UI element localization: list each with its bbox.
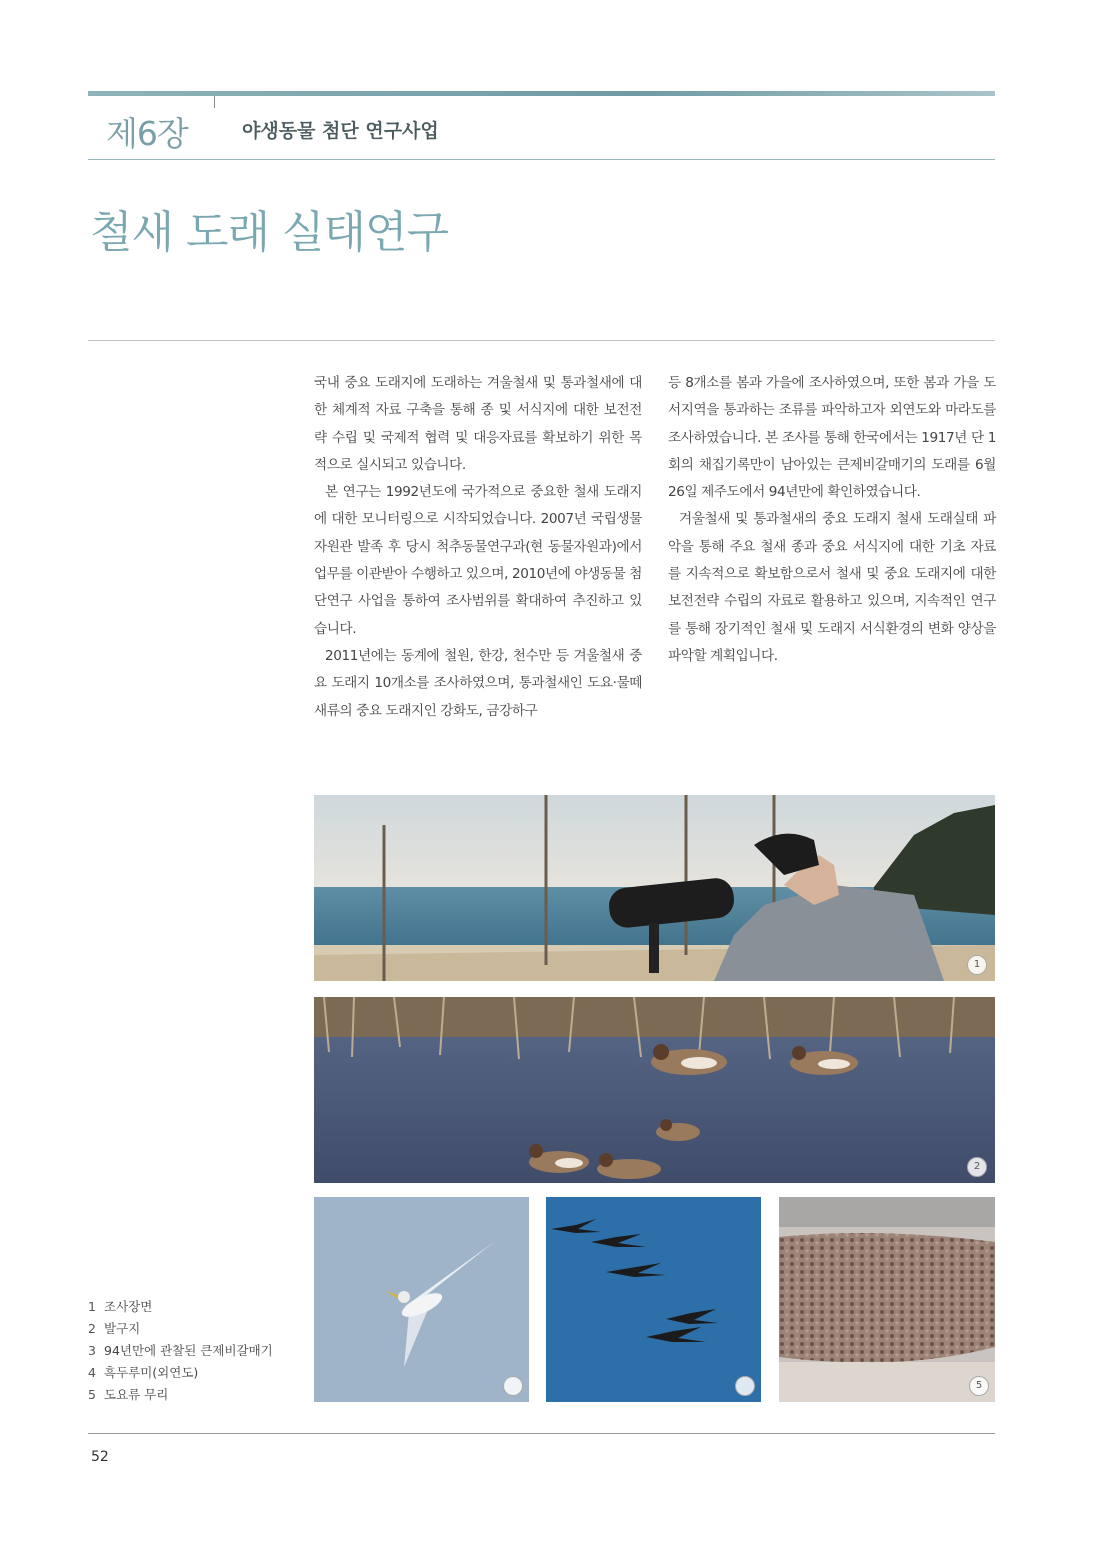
- chapter-number: 제6장: [106, 114, 188, 153]
- photo-captions: [88, 1296, 273, 1406]
- paragraph: 본 연구는 1992년도에 국가적으로 중요한 철새 도래지에 대한 모니터링으로 시작되었습니다. 2007년 국립생물자원관 발족 후 당시 척추동물연구과(현 동물자원과)에서 업무를 이관받아 수행하고 있으며, 2010년에 야생동물 첨단연구 사업을 통하여 조사범위를 확대하여 추진하고 있습니다.: [314, 484, 642, 637]
- paragraph: 등 8개소를 봄과 가을에 조사하였으며, 또한 봄과 가을 도서지역을 통과하는 조류를 파악하고자 외연도와 마라도를 조사하였습니다. 본 조사를 통해 한국에서는 1917년 단 1회의 채집기록만이 남아있는 큰제비갈매기의 도래를 6월 26일 제주도에서 94년만에 확인하였습니다.: [668, 375, 996, 501]
- photo-number-badge: 1: [967, 955, 987, 975]
- caption-item: 4 흑두루미(외연도): [88, 1365, 199, 1380]
- photo-number-badge: [735, 1376, 755, 1396]
- photo-greater-crested-tern: [314, 1197, 529, 1402]
- paragraph: 국내 중요 도래지에 도래하는 겨울철새 및 통과철새에 대한 체계적 자료 구축을 통해 종 및 서식지에 대한 보전전략 수립 및 국제적 협력 및 대응자료를 확보하기 위한 목적으로 실시되고 있습니다.: [314, 375, 642, 473]
- caption-item: 2 발구지: [88, 1321, 141, 1336]
- header-tick: [214, 96, 215, 108]
- body-column-2: [668, 370, 996, 670]
- photo-number-badge: 5: [969, 1376, 989, 1396]
- paragraph: 2011년에는 동계에 철원, 한강, 천수만 등 겨울철새 중요 도래지 10개소를 조사하였으며, 통과철새인 도요·물떼새류의 중요 도래지인 강화도, 금강하구: [314, 647, 642, 719]
- photo-shorebird-flock: [779, 1197, 995, 1402]
- photo-number-badge: [503, 1376, 523, 1396]
- photo-survey-scene: [314, 795, 995, 981]
- header-divider: [88, 159, 995, 160]
- body-column-1: [314, 370, 642, 725]
- page-title: 철새 도래 실태연구: [90, 207, 449, 258]
- caption-item: 5 도요류 무리: [88, 1387, 169, 1402]
- photo-garganey: [314, 997, 995, 1183]
- photo-number-badge: 2: [967, 1157, 987, 1177]
- caption-item: 3 94년만에 관찰된 큰제비갈매기: [88, 1343, 273, 1358]
- paragraph: 겨울철새 및 통과철새의 중요 도래지 철새 도래실태 파악을 통해 주요 철새 종과 중요 서식지에 대한 기초 자료를 지속적으로 확보함으로서 철새 및 중요 도래지에 대한 보전전략 수립의 자료로 활용하고 있으며, 지속적인 연구를 통해 장기적인 철새 및 도래지 서식환경의 변화 양상을 파악할 계획입니다.: [668, 511, 996, 664]
- section-divider: [88, 340, 995, 341]
- header-rule: [88, 91, 995, 96]
- photo-hooded-cranes: [546, 1197, 761, 1402]
- caption-item: 1 조사장면: [88, 1299, 153, 1314]
- chapter-title: 야생동물 첨단 연구사업: [242, 120, 439, 142]
- footer-rule: [88, 1433, 995, 1434]
- page-number: 52: [91, 1449, 109, 1465]
